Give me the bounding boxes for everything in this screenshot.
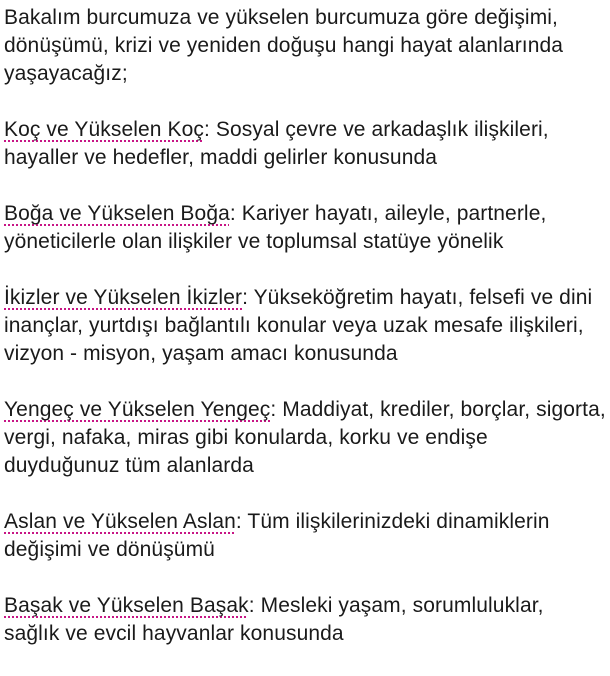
section-first-line (4, 396, 610, 424)
section-first-line (4, 116, 610, 144)
section-text: : Sosyal çevre ve arkadaşlık ilişkileri, (203, 118, 549, 141)
sign-link[interactable]: Aslan ve Yükselen Aslan (4, 510, 236, 533)
section-koc (4, 116, 610, 172)
section-ikizler (4, 284, 610, 368)
section-first-line (4, 200, 610, 228)
document-body (4, 4, 610, 676)
section-text: : Maddiyat, krediler, borçlar, sigorta, (270, 398, 606, 421)
intro-paragraph (4, 4, 610, 88)
section-yengec (4, 396, 610, 480)
sign-link[interactable]: Boğa ve Yükselen Boğa (4, 202, 230, 225)
section-aslan (4, 508, 610, 564)
section-line: değişimi ve dönüşümü (4, 538, 215, 561)
section-line: vergi, nafaka, miras gibi konularda, korku ve endişe (4, 426, 488, 449)
sign-link[interactable]: Koç ve Yükselen Koç (4, 118, 204, 141)
section-text: : Tüm ilişkilerinizdeki dinamiklerin (235, 510, 550, 533)
section-line: duyduğunuz tüm alanlarda (4, 454, 254, 477)
section-first-line (4, 284, 610, 312)
section-text: : Kariyer hayatı, aileyle, partnerle, (229, 202, 547, 225)
intro-line: yaşayacağız; (4, 62, 128, 85)
section-line: hayaller ve hedefler, maddi gelirler konusunda (4, 146, 438, 169)
section-line: inançlar, yurtdışı bağlantılı konular veya uzak mesafe ilişkileri, (4, 314, 584, 337)
sign-link[interactable]: Yengeç ve Yükselen Yengeç (4, 398, 271, 421)
section-first-line (4, 508, 610, 536)
section-line: sağlık ve evcil hayvanlar konusunda (4, 622, 344, 645)
section-first-line (4, 592, 610, 620)
sign-link[interactable]: Başak ve Yükselen Başak (4, 594, 249, 617)
section-line: vizyon - misyon, yaşam amacı konusunda (4, 342, 398, 365)
intro-line: Bakalım burcumuza ve yükselen burcumuza göre değişimi, (4, 6, 558, 29)
section-boga (4, 200, 610, 256)
intro-line: dönüşümü, krizi ve yeniden doğuşu hangi hayat alanlarında (4, 34, 564, 57)
section-basak (4, 592, 610, 648)
section-text: : Mesleki yaşam, sorumluluklar, (248, 594, 544, 617)
sign-link[interactable]: İkizler ve Yükselen İkizler (4, 286, 243, 309)
section-text: : Yükseköğretim hayatı, felsefi ve dini (242, 286, 593, 309)
section-line: yöneticilerle olan ilişkiler ve toplumsal statüye yönelik (4, 230, 504, 253)
